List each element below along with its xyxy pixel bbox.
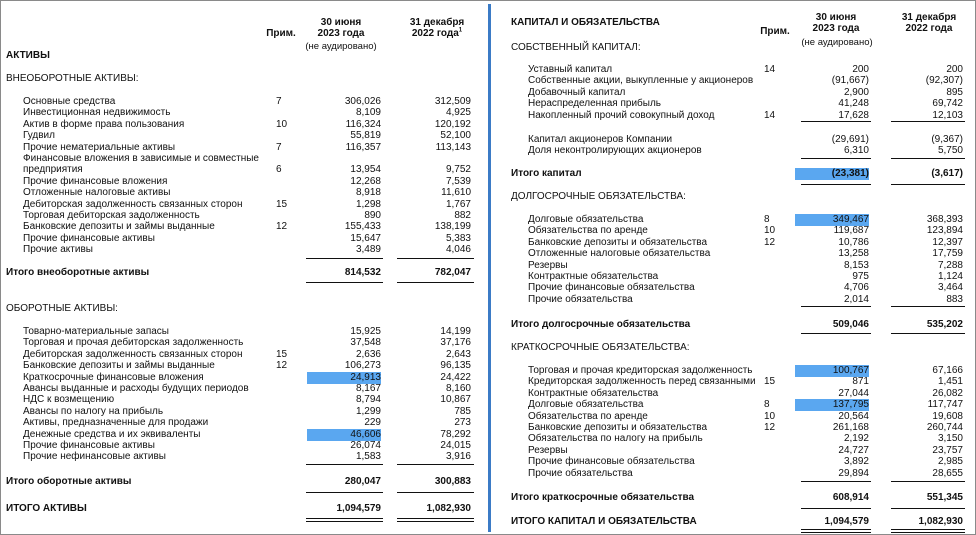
row-value-prior: 9,752 [445,164,471,176]
row-value-current: 13,258 [838,248,869,260]
row-label: Прочие финансовые активы [23,232,155,244]
row-note: 8 [764,214,770,225]
row-value-prior: 1,451 [937,376,963,388]
row-label: Уставный капитал [528,64,613,75]
row-value-prior: 24,422 [440,371,471,383]
row-value-prior: 138,199 [434,221,471,233]
total-value-prior: 1,082,930 [426,503,471,514]
row-value-current: 15,925 [350,326,381,337]
rule-line [397,282,474,283]
row-note: 15 [276,348,288,360]
row-value-prior: 123,894 [926,225,963,237]
row-label: Долговые обязательства [528,399,644,411]
row-value-current: 349,467 [795,214,869,226]
rule-line [801,306,871,307]
total-value-current: 509,046 [832,319,869,330]
row-label: Прочие нематериальные активы [23,141,176,153]
right-col1-header: 30 июня 2023 года [812,12,860,34]
row-label: Обязательства по налогу на прибыль [528,433,703,445]
row-value-prior: 4,925 [445,107,471,119]
rule-line [891,532,965,533]
row-value-current: 37,548 [350,337,381,349]
rule-line [801,532,871,533]
row-label: Прочие активы [23,244,93,256]
row-label: Накопленный прочий совокупный доход [528,109,715,121]
total-label: Итого оборотные активы [6,476,132,487]
row-value-prior: 882 [454,210,471,221]
total-value-current: 1,094,579 [824,516,869,527]
row-label: Дебиторская задолженность связанных сторон [23,198,243,210]
total-label: Итого внеоборотные активы [6,267,150,278]
row-value-prior: 19,608 [932,410,963,422]
row-value-prior: 312,509 [434,96,471,107]
total-value-prior: 1,082,930 [918,516,963,527]
row-value-prior: 67,166 [932,365,963,376]
row-value-current: 1,298 [355,198,381,210]
row-label: Основные средства [23,96,116,107]
row-label: Банковские депозиты и займы выданные [23,360,215,372]
rule-line [397,521,474,522]
total-label: Итого краткосрочные обязательства [511,492,695,503]
row-value-prior: 895 [946,86,963,98]
row-note: 12 [276,221,288,233]
row-value-current: 10,786 [838,236,869,248]
row-value-prior: 113,143 [435,141,471,153]
row-value-prior: 273 [454,417,471,429]
total-value-prior: 535,202 [926,319,963,330]
row-label: Дебиторская задолженность связанных сторон [23,348,243,360]
row-label: Кредиторская задолженность перед связанными [528,376,756,388]
row-value-prior: 7,539 [445,175,471,187]
row-note: 15 [276,198,288,210]
row-value-current: 6,310 [843,145,869,157]
row-value-current: 137,795 [795,399,869,411]
row-label: предприятия [23,164,83,176]
rule-line [891,184,965,185]
row-value-current: 890 [364,210,381,221]
row-value-prior: 3,464 [937,282,963,294]
row-label: Отложенные налоговые обязательства [528,248,711,260]
row-label: Прочие финансовые обязательства [528,456,695,468]
rule-line [397,258,474,259]
rule-line [397,464,474,465]
row-value-prior: 78,292 [440,428,471,440]
rule-line [397,492,474,493]
row-note: 12 [764,236,776,248]
row-value-current: 24,727 [838,444,869,456]
row-label: Прочие обязательства [528,293,633,305]
row-label: Прочие обязательства [528,467,633,479]
rule-line [306,518,383,519]
row-label: Торговая дебиторская задолженность [23,210,200,221]
row-value-current: 41,248 [838,98,869,110]
row-label: Контрактные обязательства [528,387,659,399]
row-value-current: 46,606 [307,429,381,441]
total-label: Итого долгосрочные обязательства [511,319,691,330]
row-value-prior: 23,757 [932,444,963,456]
rule-line [801,529,871,530]
row-value-current: 8,153 [843,259,869,271]
row-value-current: 8,918 [355,187,381,199]
row-value-current: 2,900 [843,86,869,98]
row-value-prior: 5,750 [937,145,963,157]
row-value-prior: 883 [946,293,963,305]
total-value-current: 608,914 [832,492,869,503]
total-label: ИТОГО КАПИТАЛ И ОБЯЗАТЕЛЬСТВА [511,516,697,527]
right-note-header: Прим. [760,26,790,37]
rule-line [306,492,383,493]
row-value-prior: 37,176 [440,337,471,349]
row-label: Прочие нефинансовые активы [23,451,166,463]
row-value-prior: 1,124 [937,271,963,282]
row-value-current: 29,894 [838,467,869,479]
row-value-current: 15,647 [350,232,381,244]
row-value-prior: 52,100 [440,130,471,142]
row-value-current: 8,167 [355,383,381,394]
row-value-prior: 785 [454,405,471,417]
row-note: 10 [276,118,288,130]
row-label: Финансовые вложения в зависимые и совместные [23,153,259,164]
rule-line [891,333,965,334]
row-label: Прочие финансовые обязательства [528,282,695,294]
row-label: Отложенные налоговые активы [23,187,171,199]
row-value-prior: 8,160 [445,383,471,394]
row-label: Контрактные обязательства [528,271,659,282]
row-label: Капитал акционеров Компании [528,134,673,145]
row-value-prior: 14,199 [440,326,471,337]
shortterm-title: КРАТКОСРОЧНЫЕ ОБЯЗАТЕЛЬСТВА: [511,342,690,353]
row-value-current: 200 [852,64,869,75]
row-value-current: 306,026 [344,96,381,107]
row-note: 7 [276,141,282,153]
row-note: 10 [764,410,776,422]
assets-title: АКТИВЫ [6,50,50,61]
row-value-prior: 200 [946,64,963,75]
total-value-prior: 782,047 [434,267,471,278]
row-value-current: 8,794 [355,394,381,406]
row-value-current: 17,628 [838,109,869,121]
rule-line [801,333,871,334]
longterm-title: ДОЛГОСРОЧНЫЕ ОБЯЗАТЕЛЬСТВА: [511,191,686,202]
row-value-current: 106,273 [344,360,381,372]
rule-line [801,481,871,482]
row-value-prior: 17,759 [932,248,963,260]
rule-line [306,521,383,522]
column-divider [488,4,491,532]
row-value-prior: 4,046 [445,244,471,256]
row-value-current: 116,324 [345,118,381,130]
row-label: Резервы [528,259,568,271]
row-value-current: 13,954 [350,164,381,176]
row-label: Краткосрочные финансовые вложения [23,371,204,383]
row-value-current: (29,691) [831,134,869,145]
right-col2-header: 31 декабря 2022 года [901,12,957,34]
row-note: 6 [276,164,282,176]
row-value-current: 229 [364,417,381,429]
row-label: Авансы по налогу на прибыль [23,405,164,417]
row-value-prior: 2,985 [937,456,963,468]
total-value-current: (23,381) [795,168,869,180]
row-value-current: 119,687 [833,225,869,237]
row-value-prior: (92,307) [925,75,963,87]
row-label: Доля неконтролирующих акционеров [528,145,702,157]
row-label: Прочие финансовые вложения [23,175,168,187]
row-value-current: 975 [852,271,869,282]
row-label: Добавочный капитал [528,86,626,98]
row-label: Обязательства по аренде [528,410,648,422]
left-col1-header: 30 июня 2023 года [317,17,365,39]
total-value-current: 814,532 [344,267,381,278]
row-value-prior: 7,288 [937,259,963,271]
liabilities-title: КАПИТАЛ И ОБЯЗАТЕЛЬСТВА [511,17,660,28]
row-note: 7 [276,96,282,107]
row-label: Банковские депозиты и займы выданные [23,221,215,233]
left-col2-header [397,17,477,39]
rule-line [306,464,383,465]
row-label: Актив в форме права пользования [23,118,185,130]
row-label: Банковские депозиты и обязательства [528,422,708,433]
rule-line [891,306,965,307]
row-label: Обязательства по аренде [528,225,648,237]
row-value-current: 8,109 [355,107,381,119]
row-value-current: 2,636 [355,348,381,360]
row-value-prior: 3,916 [445,451,471,463]
left-col2-footnote: 1 [458,27,463,34]
row-value-current: 1,583 [355,451,381,463]
row-note: 12 [764,422,776,433]
rule-line [891,121,965,122]
row-label: Активы, предназначенные для продажи [23,417,209,429]
row-value-current: 100,767 [795,365,869,377]
row-value-current: 2,014 [843,293,869,305]
row-value-prior: 2,643 [445,348,471,360]
row-label: Нераспределенная прибыль [528,98,662,110]
row-label: Банковские депозиты и обязательства [528,236,708,248]
rule-line [891,529,965,530]
row-value-current: 12,268 [350,175,381,187]
rule-line [891,481,965,482]
row-value-current: 871 [852,376,869,388]
row-value-current: 1,299 [355,405,381,417]
row-note: 15 [764,376,776,388]
rule-line [801,158,871,159]
row-note: 8 [764,399,770,411]
row-note: 10 [764,225,776,237]
rule-line [306,282,383,283]
row-value-current: 26,074 [350,440,381,451]
row-label: Инвестиционная недвижимость [23,107,171,119]
row-label: Гудвил [23,130,55,142]
row-label: Денежные средства и их эквиваленты [23,428,201,440]
row-label: Собственные акции, выкупленные у акционеров [528,75,754,87]
row-value-prior: 3,150 [937,433,963,445]
equity-title: СОБСТВЕННЫЙ КАПИТАЛ: [511,42,641,53]
row-value-prior: 368,393 [926,214,963,225]
row-value-prior: 24,015 [440,440,471,451]
row-value-prior: 5,383 [445,232,471,244]
row-value-current: 155,433 [344,221,381,233]
row-label: Авансы выданные и расходы будущих периодов [23,383,249,394]
row-value-current: 4,706 [843,282,869,294]
row-value-prior: 12,103 [932,109,963,121]
current-title: ОБОРОТНЫЕ АКТИВЫ: [6,303,118,314]
row-label: Прочие финансовые активы [23,440,155,451]
row-value-prior: 120,192 [434,118,471,130]
row-label: Резервы [528,444,568,456]
row-label: Долговые обязательства [528,214,644,225]
total-value-prior: (3,617) [931,168,963,179]
row-value-prior: 12,397 [932,236,963,248]
row-value-prior: 117,747 [927,399,963,411]
row-label: Торговая и прочая дебиторская задолженность [23,337,244,349]
right-unaudited-label: (не аудировано) [801,37,873,48]
row-value-prior: 28,655 [932,467,963,479]
row-value-current: 3,892 [843,456,869,468]
rule-line [801,508,871,509]
rule-line [891,508,965,509]
row-value-current: 20,564 [838,410,869,422]
left-unaudited-label: (не аудировано) [305,41,377,52]
total-label: ИТОГО АКТИВЫ [6,503,87,514]
total-value-prior: 551,345 [926,492,963,503]
rule-line [306,258,383,259]
row-label: Товарно-материальные запасы [23,326,169,337]
row-value-prior: 11,610 [441,187,471,199]
total-value-prior: 300,883 [434,476,471,487]
row-value-prior: 10,867 [440,394,471,406]
rule-line [397,518,474,519]
row-value-prior: 69,742 [932,98,963,110]
row-value-prior: 96,135 [440,360,471,372]
row-value-prior: (9,367) [931,134,963,145]
row-value-current: 3,489 [355,244,381,256]
total-label: Итого капитал [511,168,582,179]
total-value-current: 280,047 [344,476,381,487]
noncurrent-title: ВНЕОБОРОТНЫЕ АКТИВЫ: [6,73,139,84]
row-value-current: 55,819 [350,130,381,142]
row-value-current: 261,168 [832,422,869,433]
left-col2-header-text: 31 декабря 2022 года [409,17,465,39]
row-value-current: 116,357 [345,141,381,153]
row-note: 12 [276,360,288,372]
left-note-header: Прим. [266,28,296,39]
rule-line [801,121,871,122]
row-note: 14 [764,109,776,121]
row-value-current: 24,913 [307,372,381,384]
row-value-prior: 1,767 [445,198,471,210]
rule-line [801,184,871,185]
row-label: Торговая и прочая кредиторская задолженность [528,365,753,376]
row-value-prior: 26,082 [932,387,963,399]
row-label: НДС к возмещению [23,394,115,406]
row-value-current: (91,667) [831,75,869,87]
row-value-prior: 260,744 [926,422,963,433]
row-note: 14 [764,64,776,75]
row-value-current: 2,192 [843,433,869,445]
row-value-current: 27,044 [838,387,869,399]
rule-line [891,158,965,159]
total-value-current: 1,094,579 [336,503,381,514]
